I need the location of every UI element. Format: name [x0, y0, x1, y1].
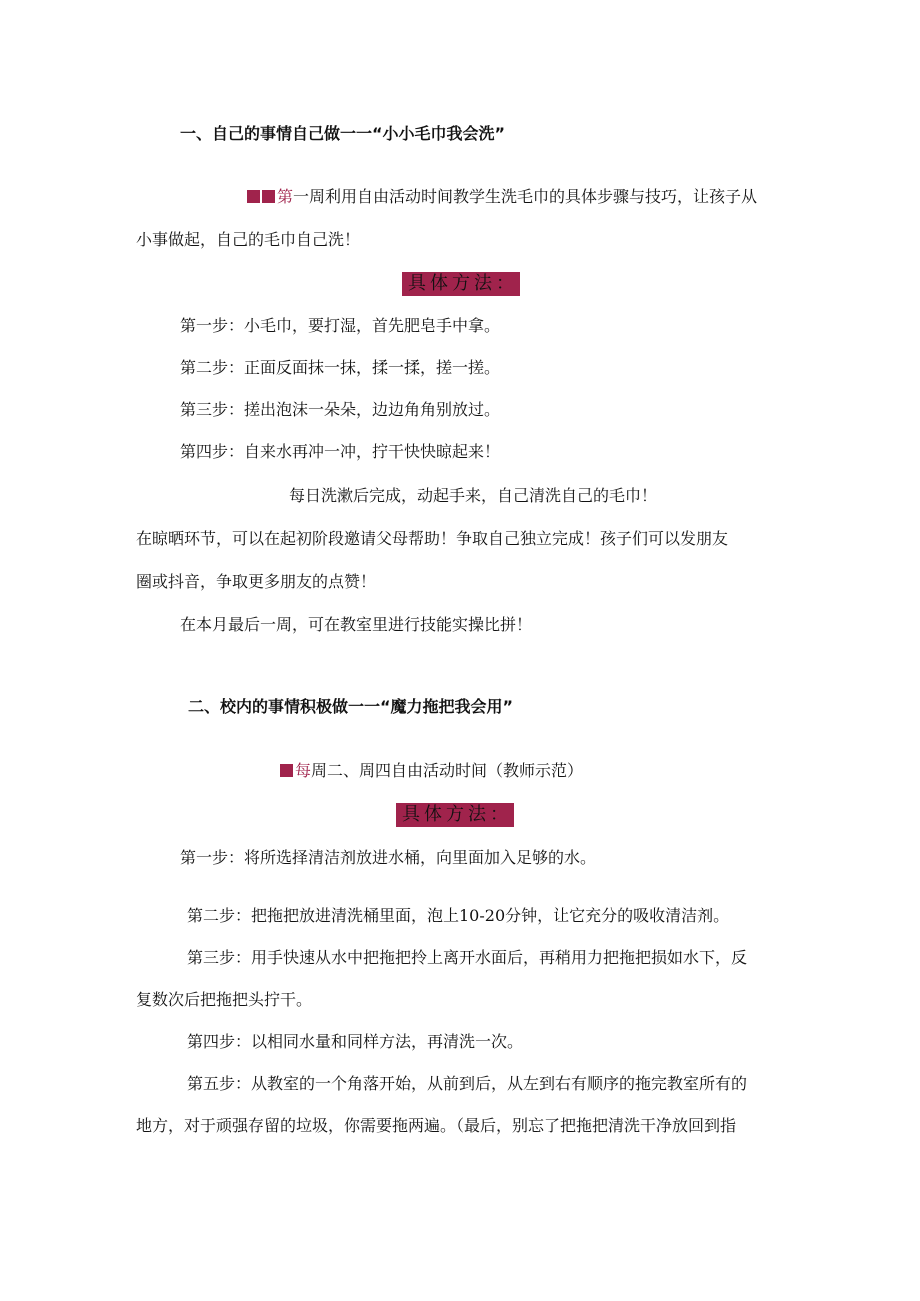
section1-step: 第一步：小毛巾，要打湿，首先肥皂手中拿。 [180, 316, 501, 335]
section1-daily-note: 每日洗漱后完成，动起手来，自己清洗自己的毛巾！ [289, 486, 658, 505]
section1-method-label: 具体方法： [402, 272, 520, 296]
section2-schedule-accent: 每 [295, 761, 312, 780]
section2-method-label: 具体方法： [396, 803, 514, 827]
section1-paragraph-line2: 圈或抖音，争取更多朋友的点赞！ [136, 572, 377, 591]
section2-schedule-text: 周二、周四自由活动时间（教师示范） [311, 761, 584, 780]
section2-step4: 第四步：以相同水量和同样方法，再清洗一次。 [187, 1032, 524, 1051]
section1-intro-text: 一周利用自由活动时间教学生洗毛巾的具体步骤与技巧，让孩子从 [293, 187, 758, 206]
section2-step2: 第二步：把拖把放进清洗桶里面，泡上10-20分钟，让它充分的吸收清洁剂。 [187, 906, 730, 925]
section2-schedule [280, 761, 583, 781]
section2-step5-line2: 地方，对于顽强存留的垃圾，你需要拖两遍。（最后，别忘了把拖把清洗干净放回到指 [136, 1116, 737, 1135]
section1-step: 第三步：搓出泡沫一朵朵，边边角角别放过。 [180, 400, 501, 419]
section2-step5-line1: 第五步：从教室的一个角落开始，从前到后，从左到右有顺序的拖完教室所有的 [187, 1074, 748, 1093]
section2-heading: 二、校内的事情积极做一一“魔力拖把我会用” [188, 697, 514, 716]
square-bullet-icon [280, 764, 293, 777]
section1-intro-line2: 小事做起，自己的毛巾自己洗！ [136, 230, 361, 249]
section1-intro [247, 187, 757, 207]
section1-intro-accent: 第 [277, 187, 294, 206]
section2-step1: 第一步：将所选择清洁剂放进水桶，向里面加入足够的水。 [180, 848, 597, 867]
section1-paragraph-line1: 在晾晒环节，可以在起初阶段邀请父母帮助！争取自己独立完成！孩子们可以发朋友 [136, 529, 729, 548]
section1-final-note: 在本月最后一周，可在教室里进行技能实操比拼！ [180, 615, 533, 634]
square-bullet-icon [247, 190, 260, 203]
section1-step: 第四步：自来水再冲一冲，拧干快快晾起来！ [180, 442, 501, 461]
square-bullet-icon [262, 190, 275, 203]
section2-step3-line2: 复数次后把拖把头拧干。 [136, 990, 313, 1009]
section1-step: 第二步：正面反面抹一抹，揉一揉，搓一搓。 [180, 358, 501, 377]
section1-heading: 一、自己的事情自己做一一“小小毛巾我会洗” [180, 124, 506, 143]
section2-step3-line1: 第三步：用手快速从水中把拖把拎上离开水面后，再稍用力把拖把损如水下，反 [187, 948, 748, 967]
